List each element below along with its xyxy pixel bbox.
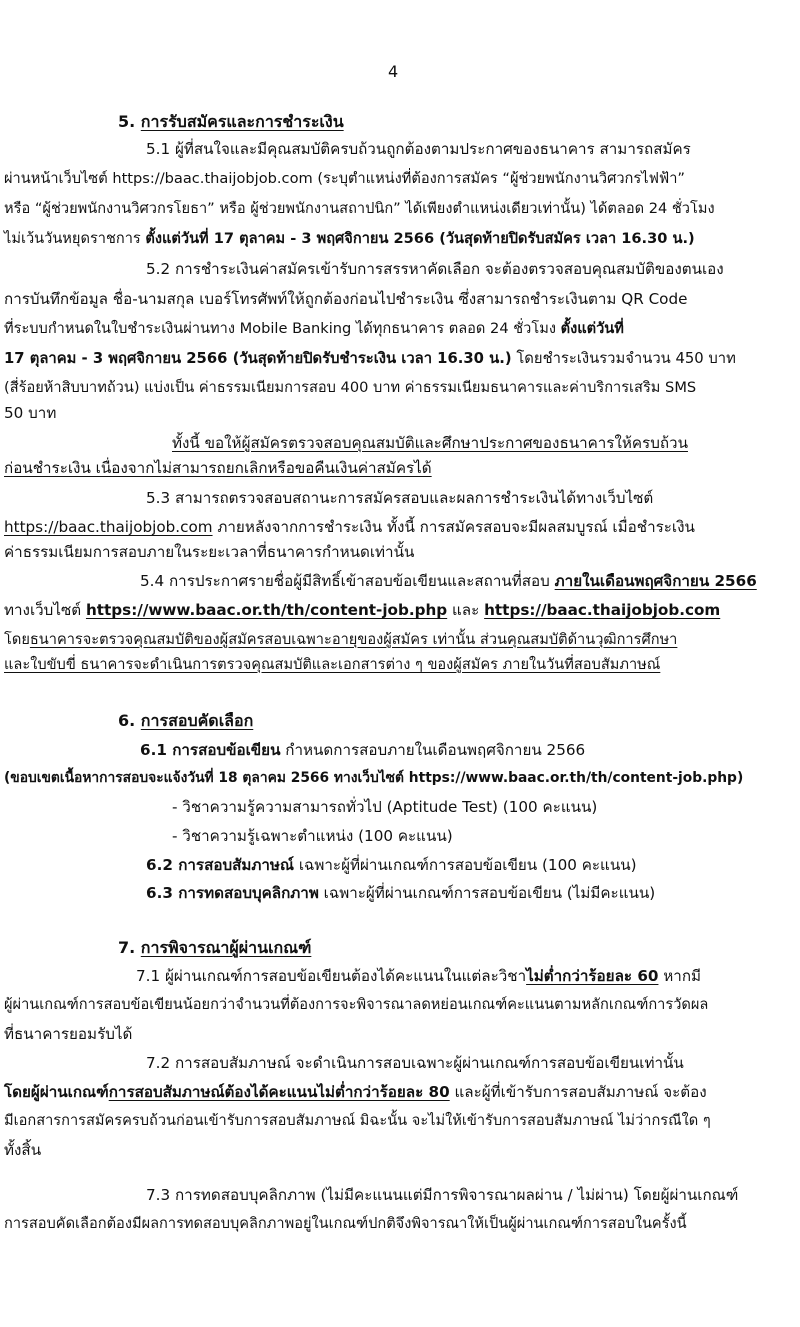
application-period: ตั้งแต่วันที่ 17 ตุลาคม - 3 พฤศจิกายน 2566 (วันสุดท้ายปิดรับสมัคร เวลา 16.30 น.) [145,230,695,247]
exam-scope-line: (ขอบเขตเนื้อหาการสอบจะแจ้งวันที่ 18 ตุลาคม 2566 ทางเว็บไซต์ https://www.baac.or.th/th/content-job.php) [4,770,744,786]
item-6-2 [146,855,637,875]
section-6-title: การสอบคัดเลือก [140,711,254,730]
payment-period: 17 ตุลาคม - 3 พฤศจิกายน 2566 (วันสุดท้ายปิดรับชำระเงิน เวลา 16.30 น.) [4,350,512,367]
text-segment: ภายหลังจากการชำระเงิน ทั้งนี้ การสมัครสอบจะมีผลสมบูรณ์ เมื่อชำระเงิน [212,518,695,536]
item-6-2-title: 6.2 การสอบสัมภาษณ์ [146,856,295,874]
text-segment: 7.1 ผู้ผ่านเกณฑ์การสอบข้อเขียนต้องได้คะแนนในแต่ละวิชา [136,967,527,985]
para-5-4-line-3 [4,630,677,650]
text-segment: และผู้ที่เข้ารับการสอบสัมภาษณ์ จะต้อง [449,1083,707,1101]
item-6-1-title: 6.1 การสอบข้อเขียน [140,741,281,759]
section-6-heading [118,711,253,731]
baac-job-link[interactable]: https://www.baac.or.th/th/content-job.php [85,601,448,619]
text-segment: และ [447,601,485,619]
text-segment: โดยผู้ผ่านเกณฑ์ [4,1083,109,1101]
text-segment: กำหนดการสอบภายในเดือนพฤศจิกายน 2566 [280,741,586,759]
para-5-1-line-4 [4,229,695,249]
para-5-3-line-1: 5.3 สามารถตรวจสอบสถานะการสมัครสอบและผลการชำระเงินได้ทางเว็บไซต์ [146,489,654,507]
para-7-2-line-2 [4,1082,707,1102]
section-6-number: 6. [118,711,136,730]
para-5-2-line-3 [4,319,624,339]
para-7-2-line-4: ทั้งสิ้น [4,1141,42,1159]
text-segment: เฉพาะผู้ที่ผ่านเกณฑ์การสอบข้อเขียน (100 คะแนน) [294,856,637,874]
para-5-3-line-2 [4,517,695,537]
para-7-2-line-3: มีเอกสารการสมัครครบถ้วนก่อนเข้ารับการสอบสัมภาษณ์ มิฉะนั้น จะไม่ให้เข้ารับการสอบสัมภาษณ์ ไม่ว่ากรณีใด ๆ [4,1112,711,1129]
note-line-1: ทั้งนี้ ขอให้ผู้สมัครตรวจสอบคุณสมบัติและศึกษาประกาศของธนาคารให้ครบถ้วน [172,434,688,452]
exam-subject-1: - วิชาความรู้ความสามารถทั่วไป (Aptitude Test) (100 คะแนน) [172,798,598,816]
para-7-1-line-3: ที่ธนาคารยอมรับได้ [4,1025,133,1043]
min-score-60: ไม่ต่ำกว่าร้อยละ 60 [526,967,659,985]
page-number: 4 [388,62,399,81]
para-7-3-line-2: การสอบคัดเลือกต้องมีผลการทดสอบบุคลิกภาพอยู่ในเกณฑ์ปกติจึงพิจารณาให้เป็นผู้ผ่านเกณฑ์การสอบในครั้งนี้ [4,1215,687,1232]
para-7-3-line-1: 7.3 การทดสอบบุคลิกภาพ (ไม่มีคะแนนแต่มีการพิจารณาผลผ่าน / ไม่ผ่าน) โดยผู้ผ่านเกณฑ์ [146,1186,739,1204]
section-7-title: การพิจารณาผู้ผ่านเกณฑ์ [140,938,312,957]
section-7-number: 7. [118,938,136,957]
para-5-2-line-6: 50 บาท [4,404,57,422]
para-7-1-line-2: ผู้ผ่านเกณฑ์การสอบข้อเขียนน้อยกว่าจำนวนที่ต้องการจะพิจารณาลดหย่อนเกณฑ์คะแนนตามหลักเกณฑ์การวัดผล [4,996,709,1013]
para-5-2-line-1: 5.2 การชำระเงินค่าสมัครเข้ารับการสรรหาคัดเลือก จะต้องตรวจสอบคุณสมบัติของตนเอง [146,260,724,278]
para-7-2-line-1: 7.2 การสอบสัมภาษณ์ จะดำเนินการสอบเฉพาะผู้ผ่านเกณฑ์การสอบข้อเขียนเท่านั้น [146,1054,684,1072]
para-5-2-line-5: (สี่ร้อยห้าสิบบาทถ้วน) แบ่งเป็น ค่าธรรมเนียมการสอบ 400 บาท ค่าธรรมเนียมธนาคารและค่าบริการเสริม SMS [4,379,697,396]
thaijobjob-link[interactable]: https://baac.thaijobjob.com [4,518,213,536]
note-line-2: ก่อนชำระเงิน เนื่องจากไม่สามารถยกเลิกหรือขอคืนเงินค่าสมัครได้ [4,459,432,477]
section-5-title: การรับสมัครและการชำระเงิน [140,112,344,131]
item-6-3 [146,883,655,903]
para-5-4-line-4: และใบขับขี่ ธนาคารจะดำเนินการตรวจคุณสมบัติและเอกสารต่าง ๆ ของผู้สมัคร ภายในวันที่สอบสัมภาษณ์ [4,656,661,673]
para-5-4-line-1 [140,571,757,591]
text-segment: ที่ระบบกำหนดในใบชำระเงินผ่านทาง Mobile Banking ได้ทุกธนาคาร ตลอด 24 ชั่วโมง [4,320,561,337]
text-segment: หากมี [658,967,702,985]
announcement-month: ภายในเดือนพฤศจิกายน 2566 [554,572,757,590]
text-segment: 5.4 การประกาศรายชื่อผู้มีสิทธิ์เข้าสอบข้อเขียนและสถานที่สอบ [140,572,555,590]
text-segment: เฉพาะผู้ที่ผ่านเกณฑ์การสอบข้อเขียน (ไม่มีคะแนน) [318,884,656,902]
min-score-80: การสอบสัมภาษณ์ต้องได้คะแนนไม่ต่ำกว่าร้อยละ 80 [108,1083,450,1101]
thaijobjob-link-2[interactable]: https://baac.thaijobjob.com [484,601,721,619]
qualification-note: ธนาคารจะตรวจคุณสมบัติของผู้สมัครสอบเฉพาะอายุของผู้สมัคร เท่านั้น ส่วนคุณสมบัติด้านวุฒิการศึกษา [29,631,678,648]
exam-subject-2: - วิชาความรู้เฉพาะตำแหน่ง (100 คะแนน) [172,827,453,845]
text-segment: โดย [4,631,30,648]
item-6-3-title: 6.3 การทดสอบบุคลิกภาพ [146,884,319,902]
para-5-4-line-2 [4,600,720,620]
payment-period-start: ตั้งแต่วันที่ [560,320,624,337]
item-6-1 [140,740,585,760]
para-5-1-line-2: ผ่านหน้าเว็บไซต์ https://baac.thaijobjob.com (ระบุตำแหน่งที่ต้องการสมัคร “ผู้ช่วยพนักงานวิศวกรไฟฟ้า” [4,170,685,187]
text-segment: ไม่เว้นวันหยุดราชการ [4,230,146,247]
para-5-1-line-1: 5.1 ผู้ที่สนใจและมีคุณสมบัติครบถ้วนถูกต้องตามประกาศของธนาคาร สามารถสมัคร [146,140,691,158]
text-segment: โดยชำระเงินรวมจำนวน 450 บาท [511,350,736,367]
para-5-2-line-4 [4,349,736,369]
section-7-heading [118,938,311,958]
para-7-1-line-1 [136,966,701,986]
text-segment: ทางเว็บไซต์ [4,601,86,619]
para-5-2-line-2: การบันทึกข้อมูล ชื่อ-นามสกุล เบอร์โทรศัพท์ให้ถูกต้องก่อนไปชำระเงิน ซึ่งสามารถชำระเงินตาม QR Code [4,290,688,308]
para-5-3-line-3: ค่าธรรมเนียมการสอบภายในระยะเวลาที่ธนาคารกำหนดเท่านั้น [4,543,415,561]
section-5-number: 5. [118,112,136,131]
section-5-heading [118,112,344,132]
para-5-1-line-3: หรือ “ผู้ช่วยพนักงานวิศวกรโยธา” หรือ ผู้ช่วยพนักงานสถาปนิก” ได้เพียงตำแหน่งเดียวเท่านั้น) ได้ตลอด 24 ชั่วโมง [4,200,715,217]
